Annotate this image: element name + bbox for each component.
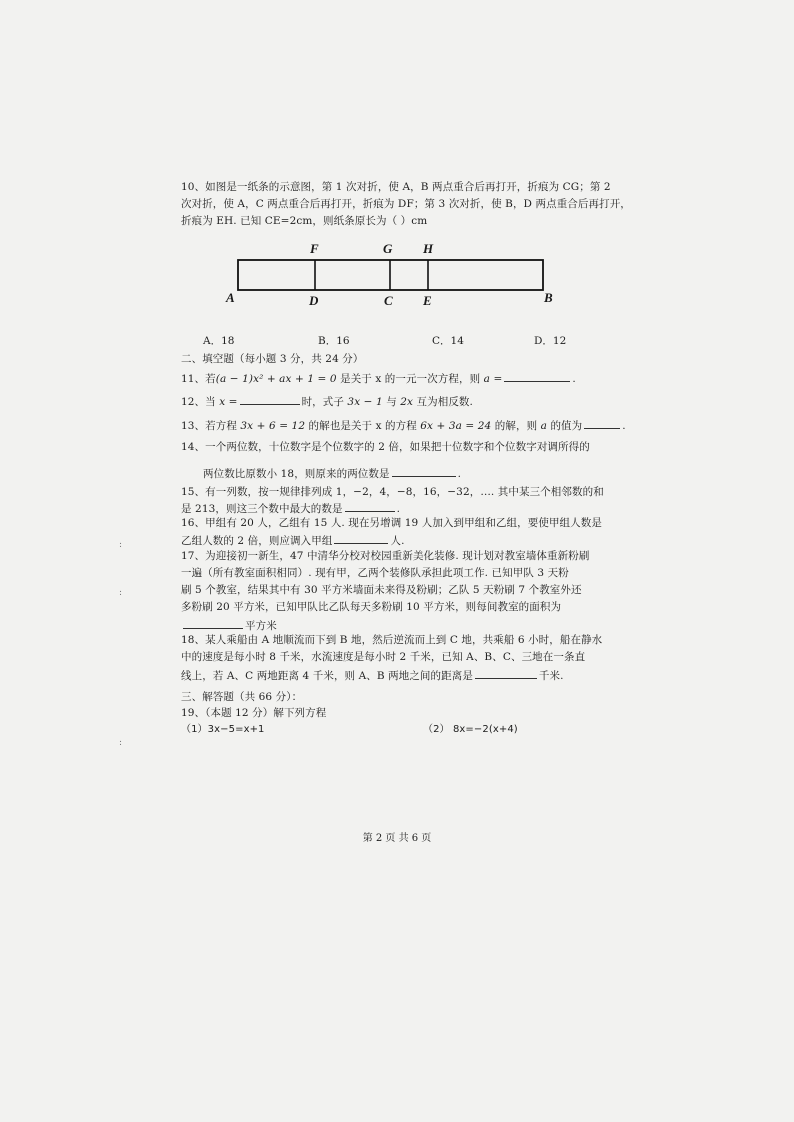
q13-end: . <box>622 420 626 432</box>
q17-end: 平方米 <box>245 620 277 632</box>
q15-end: . <box>396 503 401 515</box>
q10-option-c: C．14 <box>432 335 464 347</box>
q13-expr-1: 3x + 6 = 12 <box>240 420 306 432</box>
q12-mid1: = <box>225 396 238 408</box>
q12-post: 互为相反数. <box>413 396 473 408</box>
q19-part-1: （1）3x−5=x+1 <box>181 724 265 735</box>
q13-post: 的值为 <box>547 420 583 432</box>
q10-option-a: A．18 <box>203 335 235 347</box>
q18-line-1: 18、某人乘船由 A 地顺流而下到 B 地，然后逆流而上到 C 地，共乘船 6 小时，船在静水 <box>181 634 603 646</box>
margin-mark: : <box>119 588 123 598</box>
label-g: G <box>383 241 393 256</box>
q17-line-5 <box>181 617 601 633</box>
q17-blank <box>183 617 243 629</box>
q11-post: = <box>490 373 503 385</box>
q10-option-b: B．16 <box>318 335 350 347</box>
q18-end: 千米. <box>538 670 564 682</box>
q10-line-1: 10、如图是一纸条的示意图，第 1 次对折，使 A，B 两点重合后再打开，折痕为 CG；第 2 <box>181 181 611 193</box>
q13-mid: 的解也是关于 x 的方程 <box>305 420 421 432</box>
label-e: E <box>423 293 432 308</box>
label-d: D <box>309 293 319 308</box>
page-footer: 第 2 页 共 6 页 <box>362 833 432 844</box>
q14-line-2 <box>203 465 623 481</box>
q13-pre: 13、若方程 <box>181 420 241 432</box>
q16-end: 人. <box>390 535 405 547</box>
q18-blank <box>475 667 537 679</box>
label-b: B <box>544 290 553 305</box>
section-2-heading: 二、填空题（每小题 3 分，共 24 分） <box>181 353 364 365</box>
q12-expr-2: 2x <box>400 396 414 408</box>
q18-line-3 <box>181 667 601 683</box>
section-3-heading: 三、解答题（共 66 分）： <box>181 691 303 703</box>
q13-var: a <box>540 420 547 432</box>
q13-mid2: 的解，则 <box>491 420 541 432</box>
q12-mid3: 与 <box>382 396 401 408</box>
q11 <box>181 370 601 386</box>
q14-blank <box>392 465 456 477</box>
q13-blank <box>584 417 620 429</box>
q15-line-1: 15、有一列数，按一规律排列成 1，−2，4，−8，16，−32，…. 其中某三个相邻数的和 <box>181 486 604 498</box>
q18-line-3-text: 线上，若 A、C 两地距离 4 千米，则 A、B 两地之间的距离是 <box>181 670 473 682</box>
q16-line-2-text: 乙组人数的 2 倍，则应调入甲组 <box>181 535 333 547</box>
q12-pre: 12、当 <box>181 396 220 408</box>
margin-mark: : <box>119 738 123 748</box>
q12-blank <box>240 393 300 405</box>
q17-line-4: 多粉刷 20 平方米，已知甲队比乙队每天多粉刷 10 平方米，则每间教室的面积为 <box>181 601 562 613</box>
q13 <box>181 417 626 433</box>
label-c: C <box>384 293 393 308</box>
q15-line-2 <box>181 500 601 516</box>
label-f: F <box>310 241 319 256</box>
q10-line-2: 次对折，使 A，C 两点重合后再打开，折痕为 DF；第 3 次对折，使 B，D 两点重合后再打开， <box>181 198 631 210</box>
label-a: A <box>226 290 235 305</box>
q10-option-d: D．12 <box>534 335 567 347</box>
q17-line-2: 一遍（所有教室面积相同）. 现有甲，乙两个装修队承担此项工作. 已知甲队 3 天粉 <box>181 567 569 579</box>
q13-expr-2: 6x + 3a = 24 <box>420 420 492 432</box>
q15-blank <box>345 500 395 512</box>
q10-line-3: 折痕为 EH. 已知 CE=2cm，则纸条原长为（ ）cm <box>181 215 428 227</box>
q15-line-2-text: 是 213，则这三个数中最大的数是 <box>181 503 343 515</box>
q16-line-2 <box>181 532 601 548</box>
q12-mid2: 时，式子 <box>301 396 348 408</box>
q14-line-1: 14、一个两位数，十位数字是个位数字的 2 倍，如果把十位数字和个位数字对调所得的 <box>181 441 590 453</box>
q11-end: . <box>572 373 576 385</box>
q11-blank <box>504 370 570 382</box>
margin-mark: : <box>119 540 123 550</box>
q19-title: 19、（本题 12 分）解下列方程 <box>181 707 327 719</box>
label-h: H <box>423 241 434 256</box>
q18-line-2: 中的速度是每小时 8 千米，水流速度是每小时 2 千米，已知 A、B、C、三地在一条直 <box>181 651 586 663</box>
q11-mid: 是关于 x 的一元一次方程，则 <box>336 373 484 385</box>
q14-line-2-text: 两位数比原数小 18，则原来的两位数是 <box>203 468 390 480</box>
q11-equation: (a − 1)x² + ax + 1 = 0 <box>215 373 337 385</box>
q17-line-1: 17、为迎接初一新生，47 中清华分校对校园重新美化装修. 现计划对教室墙体重新粉刷 <box>181 550 590 562</box>
paper-strip-figure <box>220 238 560 310</box>
q14-end: . <box>457 468 462 480</box>
q12-expr-1: 3x − 1 <box>347 396 383 408</box>
q12 <box>181 393 601 409</box>
q16-line-1: 16、甲组有 20 人，乙组有 15 人. 现在另增调 19 人加入到甲组和乙组，要使甲组人数是 <box>181 517 602 529</box>
q11-var: a <box>483 373 491 385</box>
q11-pre: 11、若 <box>181 373 216 385</box>
q17-line-3: 刷 5 个教室，结果其中有 30 平方米墙面未来得及粉刷；乙队 5 天粉刷 7 个教室外还 <box>181 584 582 596</box>
q12-var: x <box>219 396 226 408</box>
q19-part-2: （2） 8x=−2(x+4) <box>423 724 518 735</box>
q16-blank <box>334 532 388 544</box>
